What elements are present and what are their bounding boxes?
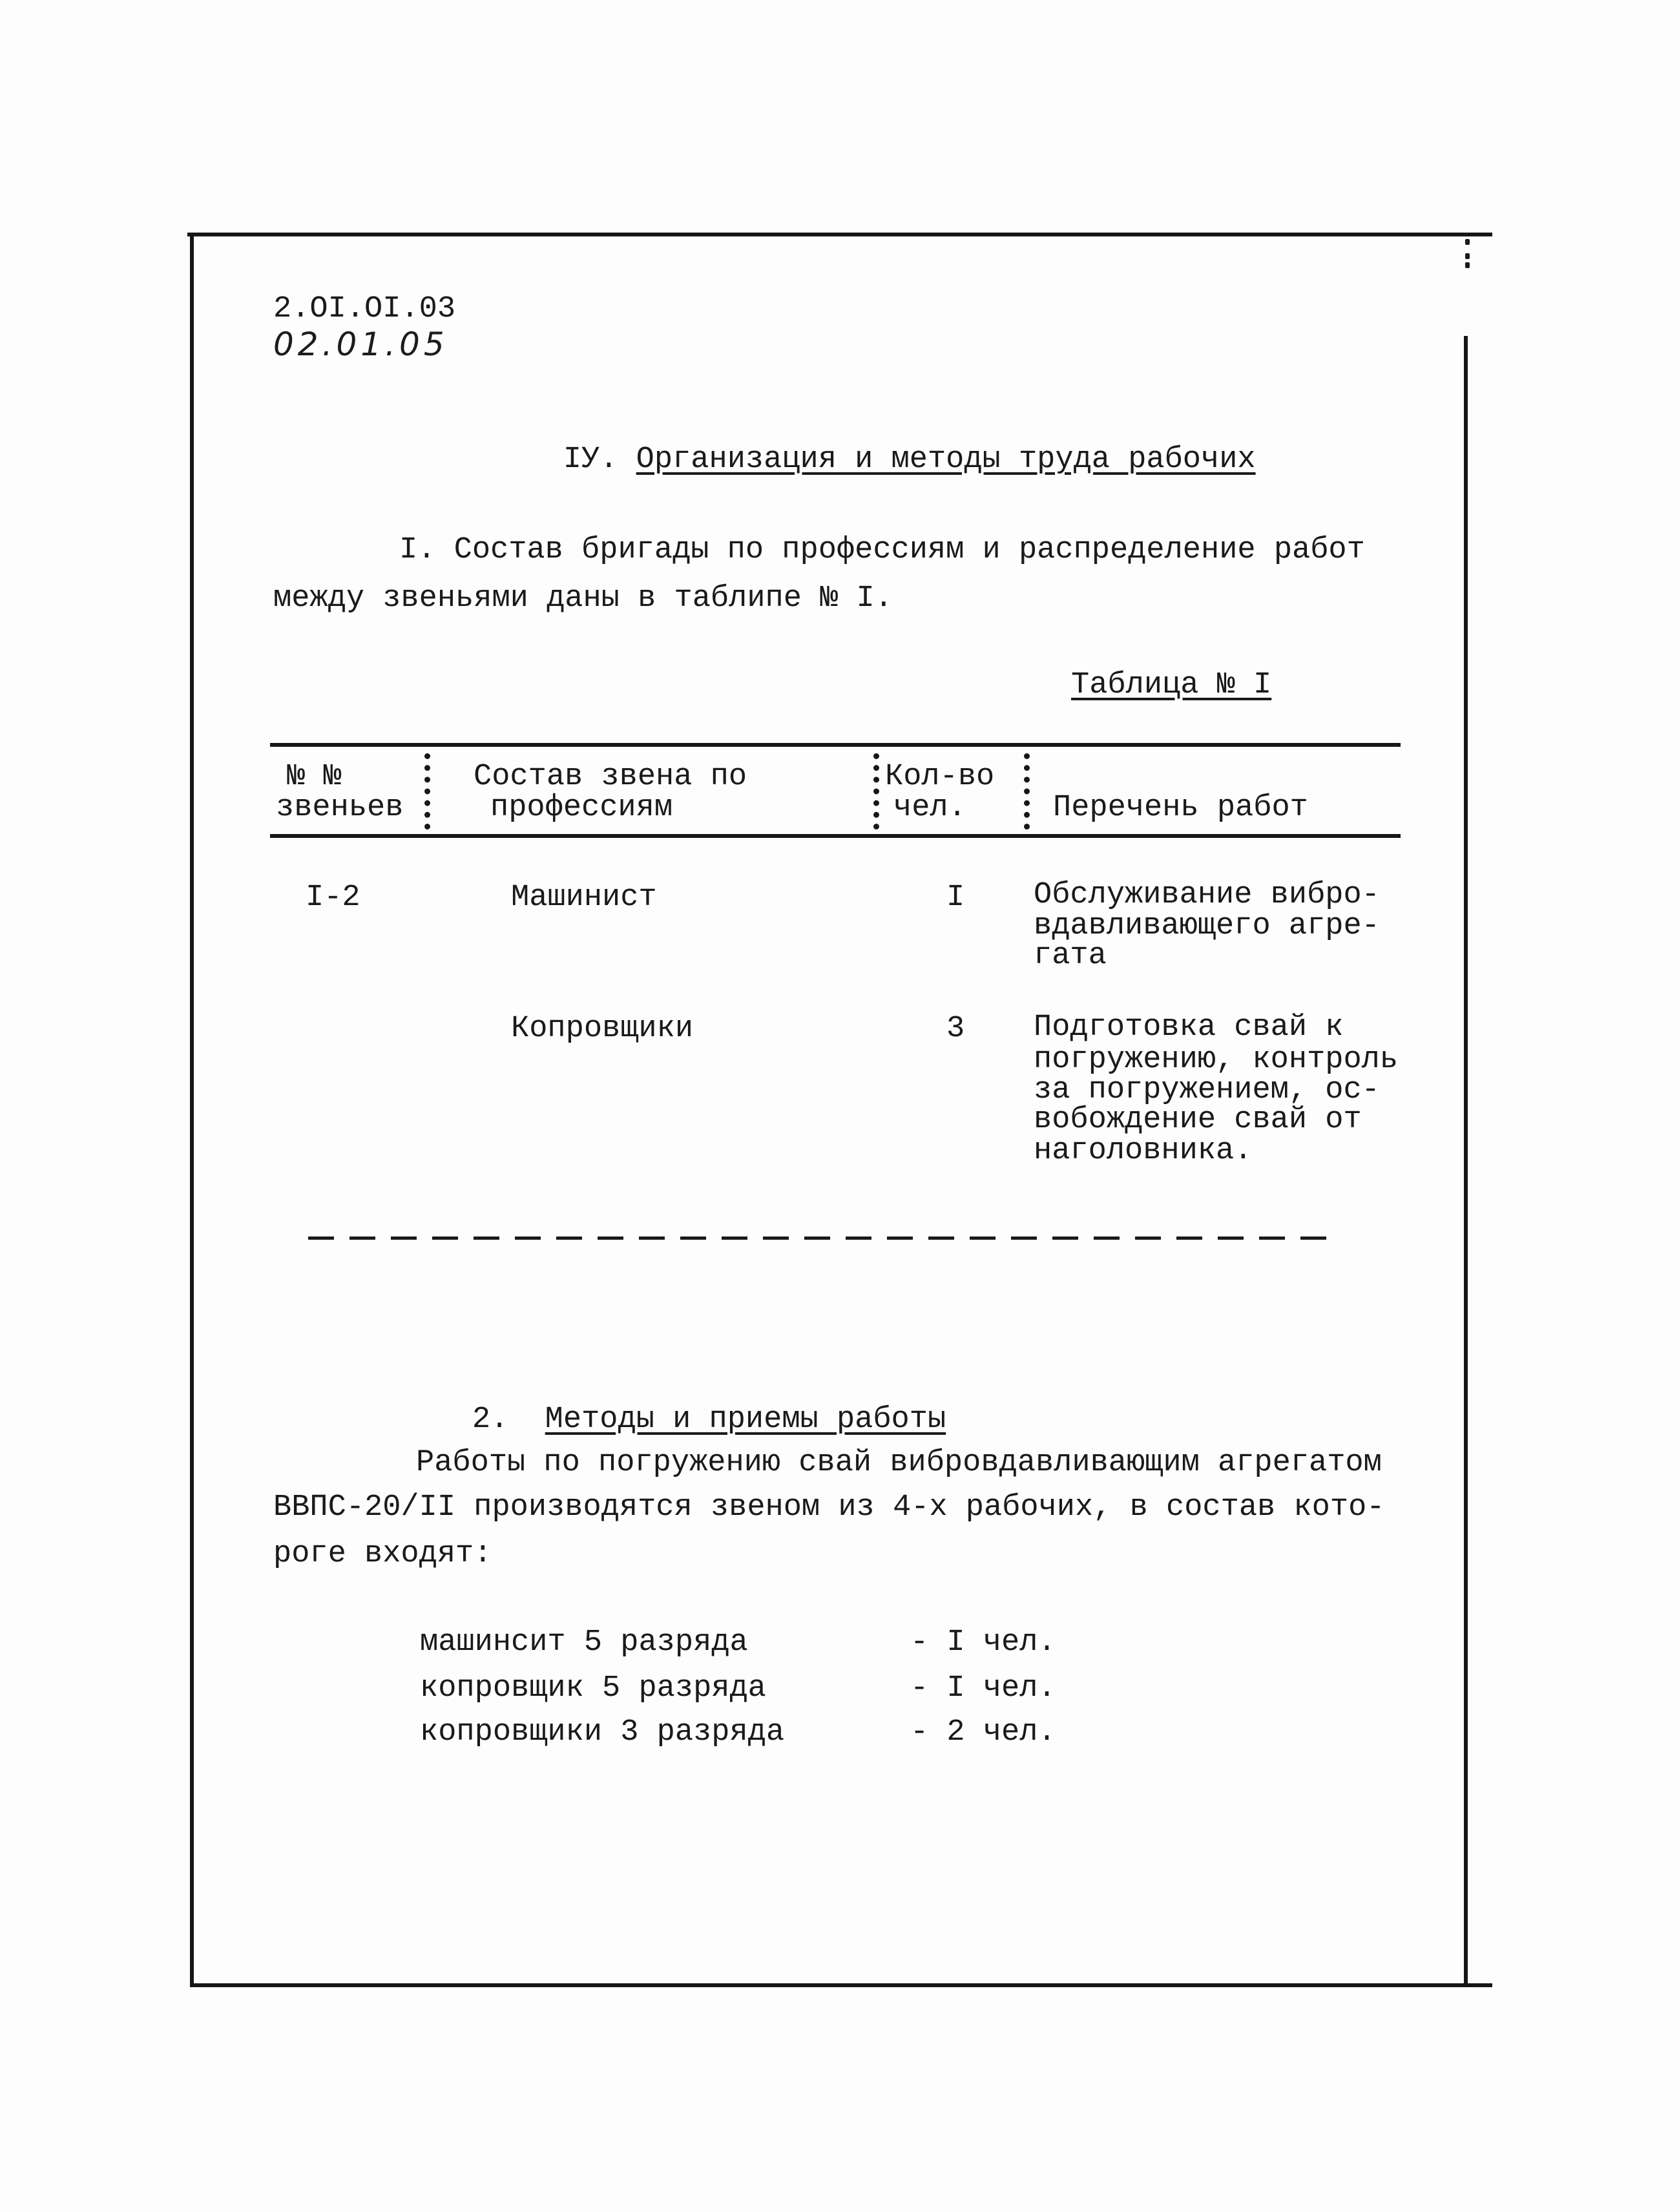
- row-link: I-2: [306, 881, 360, 915]
- header-links: звеньев: [276, 791, 404, 825]
- crew-count: - 2 чел.: [910, 1715, 1056, 1749]
- paragraph-line: I. Состав бригады по профессиям и распределение работ: [399, 533, 1365, 567]
- subsection-number: 2.: [472, 1403, 509, 1437]
- column-separator: [873, 753, 879, 830]
- crew-count: - I чел.: [910, 1671, 1056, 1706]
- crew-role: копровщик 5 разряда: [420, 1671, 766, 1706]
- subsection-title: Методы и приемы работы: [545, 1403, 946, 1437]
- document-code: 2.OI.OI.03: [273, 292, 456, 326]
- section-number: IУ.: [563, 443, 618, 477]
- dashed-divider: [308, 1236, 1328, 1240]
- frame-mark-dot: [1465, 262, 1470, 268]
- frame-mark-dot: [1465, 239, 1470, 245]
- row-works-line: вдавливающего агре-: [1034, 909, 1380, 943]
- crew-count: - I чел.: [910, 1625, 1056, 1660]
- section-heading: [490, 414, 1256, 505]
- column-separator: [1024, 753, 1030, 830]
- row-works-line: вобождение свай от: [1034, 1103, 1362, 1137]
- paragraph-line: Работы по погружению свай вибровдавливающим агрегатом: [416, 1446, 1382, 1480]
- document-code-handwritten: 02.01.05: [273, 326, 448, 363]
- header-count: Кол-во: [885, 760, 995, 794]
- paragraph-line: между звеньями даны в таблипе № I.: [273, 581, 893, 616]
- header-works: Перечень работ: [1053, 791, 1308, 825]
- table-header-rule: [270, 834, 1401, 838]
- crew-role: машинсит 5 разряда: [420, 1625, 748, 1660]
- row-works-line: гата: [1034, 939, 1107, 973]
- header-count: чел.: [893, 791, 966, 825]
- row-profession: Копровщики: [511, 1012, 694, 1046]
- row-works-line: наголовника.: [1034, 1134, 1253, 1168]
- column-separator: [424, 753, 430, 830]
- frame-right-line: [1464, 336, 1468, 1987]
- table-label: Таблица № I: [1071, 668, 1272, 702]
- row-works-line: Подготовка свай к: [1034, 1010, 1344, 1045]
- crew-role: копровщики 3 разряда: [420, 1715, 785, 1749]
- row-count: 3: [946, 1012, 965, 1046]
- table-top-rule: [270, 743, 1401, 747]
- header-links: № №: [287, 760, 342, 794]
- row-count: I: [946, 881, 965, 915]
- row-profession: Машинист: [511, 881, 657, 915]
- frame-top-line: [187, 233, 1492, 236]
- frame-left-line: [190, 233, 194, 1987]
- row-works-line: погружению, контроль: [1034, 1043, 1399, 1077]
- frame-mark-dot: [1465, 253, 1470, 259]
- header-composition: Состав звена по: [474, 760, 747, 794]
- frame-bottom-line: [190, 1983, 1492, 1987]
- row-works-line: Обслуживание вибро-: [1034, 878, 1380, 912]
- section-title: Организация и методы труда рабочих: [636, 443, 1256, 477]
- row-works-line: за погружением, ос-: [1034, 1073, 1380, 1107]
- paragraph-line: роге входят:: [273, 1537, 492, 1571]
- header-composition: профессиям: [490, 791, 673, 825]
- paragraph-line: ВВПС-20/II производятся звеном из 4-х рабочих, в состав кото-: [273, 1490, 1385, 1525]
